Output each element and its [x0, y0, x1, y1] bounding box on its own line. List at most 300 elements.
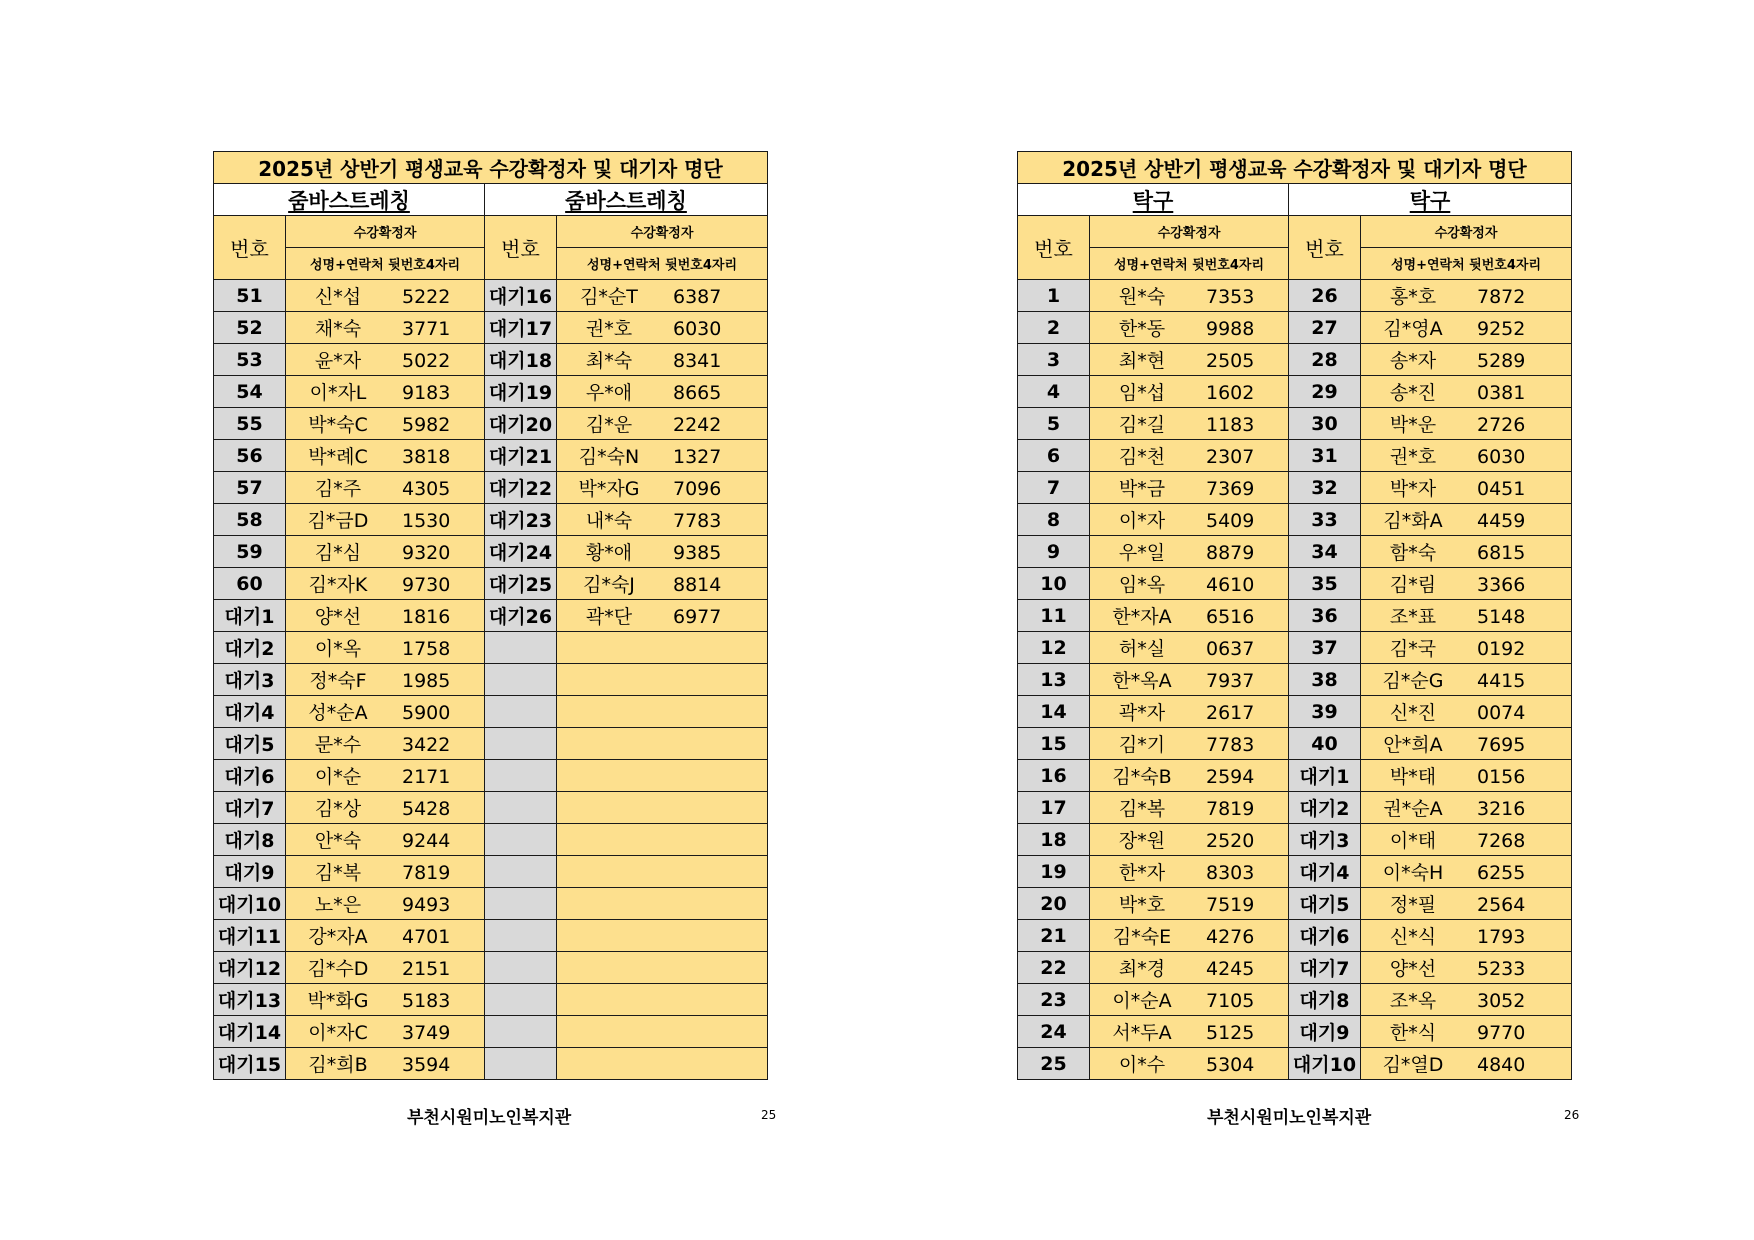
- empty-info-cell: [557, 1048, 768, 1080]
- table-row: [214, 728, 768, 760]
- phone-last4: 4459: [1477, 510, 1526, 532]
- entry-number: 37: [1289, 632, 1361, 664]
- phone-last4: 7105: [1206, 990, 1255, 1012]
- member-name: 한*자: [1118, 862, 1166, 884]
- member-name: 김*숙N: [578, 446, 640, 468]
- phone-last4: 5233: [1477, 958, 1526, 980]
- entry-number: 28: [1289, 344, 1361, 376]
- phone-last4: 8665: [673, 382, 722, 404]
- entry-number: 대기20: [485, 408, 557, 440]
- phone-last4: 5125: [1206, 1022, 1255, 1044]
- phone-last4: 5222: [402, 286, 451, 308]
- phone-last4: 2505: [1206, 350, 1255, 372]
- phone-last4: 7783: [673, 510, 722, 532]
- info-column-header: 성명+연락처 뒷번호4자리: [1090, 248, 1289, 280]
- entry-info: [1361, 408, 1572, 440]
- member-name: 김*순G: [1382, 670, 1444, 692]
- phone-last4: 8814: [673, 574, 722, 596]
- entry-info: [1090, 728, 1289, 760]
- entry-number: 36: [1289, 600, 1361, 632]
- entry-number: 34: [1289, 536, 1361, 568]
- table-row: [214, 952, 768, 984]
- table-row: [1018, 440, 1572, 472]
- phone-last4: 6387: [673, 286, 722, 308]
- table-row: [1018, 600, 1572, 632]
- entry-info: [1090, 952, 1289, 984]
- entry-number: 40: [1289, 728, 1361, 760]
- phone-last4: 1327: [673, 446, 722, 468]
- entry-info: [1090, 344, 1289, 376]
- phone-last4: 9730: [402, 574, 451, 596]
- entry-number: 대기5: [1289, 888, 1361, 920]
- entry-number: 대기16: [485, 280, 557, 312]
- phone-last4: 6030: [673, 318, 722, 340]
- phone-last4: 4840: [1477, 1054, 1526, 1076]
- enrolled-column-header: 수강확정자: [286, 216, 485, 248]
- entry-info: [557, 312, 768, 344]
- entry-number: 대기11: [214, 920, 286, 952]
- phone-last4: 3052: [1477, 990, 1526, 1012]
- table-row: [214, 440, 768, 472]
- entry-number: 1: [1018, 280, 1090, 312]
- entry-number: 대기18: [485, 344, 557, 376]
- entry-info: [286, 632, 485, 664]
- member-name: 김*숙B: [1112, 766, 1172, 788]
- table-row: [214, 824, 768, 856]
- entry-number: 대기25: [485, 568, 557, 600]
- entry-info: [286, 664, 485, 696]
- phone-last4: 9252: [1477, 318, 1526, 340]
- table-row: [214, 1048, 768, 1080]
- entry-info: [1090, 920, 1289, 952]
- entry-info: [1090, 984, 1289, 1016]
- member-name: 양*선: [314, 606, 362, 628]
- phone-last4: 7695: [1477, 734, 1526, 756]
- course-name-right: 줌바스트레칭: [565, 188, 687, 213]
- member-name: 신*식: [1389, 926, 1437, 948]
- phone-last4: 9385: [673, 542, 722, 564]
- entry-info: [1361, 632, 1572, 664]
- entry-info: [1090, 664, 1289, 696]
- entry-number: 33: [1289, 504, 1361, 536]
- entry-number: 대기17: [485, 312, 557, 344]
- member-name: 우*일: [1118, 542, 1166, 564]
- member-name: 이*태: [1389, 830, 1437, 852]
- entry-number: 대기7: [214, 792, 286, 824]
- entry-number: 대기2: [1289, 792, 1361, 824]
- entry-number: 대기13: [214, 984, 286, 1016]
- table-row: [1018, 792, 1572, 824]
- entry-info: [286, 408, 485, 440]
- phone-last4: 8303: [1206, 862, 1255, 884]
- member-name: 김*희B: [308, 1054, 368, 1076]
- empty-number-cell: [485, 952, 557, 984]
- empty-number-cell: [485, 696, 557, 728]
- member-name: 박*숙C: [308, 414, 368, 436]
- entry-info: [1090, 1048, 1289, 1080]
- phone-last4: 4276: [1206, 926, 1255, 948]
- empty-number-cell: [485, 1016, 557, 1048]
- entry-number: 10: [1018, 568, 1090, 600]
- table-row: [1018, 408, 1572, 440]
- member-name: 박*자G: [578, 478, 640, 500]
- entry-info: [1361, 760, 1572, 792]
- entry-info: [1090, 440, 1289, 472]
- page-26: [877, 0, 1754, 1240]
- entry-info: [1361, 1016, 1572, 1048]
- entry-info: [557, 536, 768, 568]
- entry-number: 35: [1289, 568, 1361, 600]
- phone-last4: 9493: [402, 894, 451, 916]
- table-row: [214, 376, 768, 408]
- empty-info-cell: [557, 856, 768, 888]
- member-name: 이*옥: [314, 638, 362, 660]
- member-name: 문*수: [314, 734, 362, 756]
- table-row: [1018, 824, 1572, 856]
- phone-last4: 7096: [673, 478, 722, 500]
- entry-number: 대기3: [214, 664, 286, 696]
- member-name: 권*호: [1389, 446, 1437, 468]
- entry-info: [1361, 280, 1572, 312]
- member-name: 채*숙: [314, 318, 362, 340]
- phone-last4: 9770: [1477, 1022, 1526, 1044]
- entry-number: 53: [214, 344, 286, 376]
- number-column-header: 번호: [485, 216, 557, 280]
- phone-last4: 2520: [1206, 830, 1255, 852]
- phone-last4: 5409: [1206, 510, 1255, 532]
- member-name: 김*자K: [308, 574, 368, 596]
- phone-last4: 3818: [402, 446, 451, 468]
- entry-number: 대기19: [485, 376, 557, 408]
- entry-info: [1090, 1016, 1289, 1048]
- info-column-header: 성명+연락처 뒷번호4자리: [1361, 248, 1572, 280]
- phone-last4: 5022: [402, 350, 451, 372]
- table-row: [214, 920, 768, 952]
- entry-number: 17: [1018, 792, 1090, 824]
- entry-number: 20: [1018, 888, 1090, 920]
- empty-info-cell: [557, 824, 768, 856]
- entry-info: [1361, 376, 1572, 408]
- enrolled-column-header: 수강확정자: [1090, 216, 1289, 248]
- entry-number: 51: [214, 280, 286, 312]
- member-name: 김*기: [1118, 734, 1166, 756]
- phone-last4: 6977: [673, 606, 722, 628]
- member-name: 정*숙F: [309, 670, 367, 692]
- entry-info: [557, 472, 768, 504]
- table-row: [214, 760, 768, 792]
- entry-number: 60: [214, 568, 286, 600]
- member-name: 노*은: [314, 894, 362, 916]
- entry-info: [557, 408, 768, 440]
- enrolled-column-header: 수강확정자: [1361, 216, 1572, 248]
- entry-number: 22: [1018, 952, 1090, 984]
- member-name: 안*숙: [314, 830, 362, 852]
- entry-info: [1361, 536, 1572, 568]
- entry-info: [557, 376, 768, 408]
- table-row: [1018, 344, 1572, 376]
- entry-info: [1361, 824, 1572, 856]
- phone-last4: 3749: [402, 1022, 451, 1044]
- table-row: [1018, 1048, 1572, 1080]
- table-row: [1018, 280, 1572, 312]
- member-name: 우*애: [585, 382, 633, 404]
- phone-last4: 2617: [1206, 702, 1255, 724]
- empty-info-cell: [557, 1016, 768, 1048]
- table-row: [214, 536, 768, 568]
- entry-number: 30: [1289, 408, 1361, 440]
- entry-info: [1361, 472, 1572, 504]
- member-name: 한*동: [1118, 318, 1166, 340]
- member-name: 조*표: [1389, 606, 1437, 628]
- entry-info: [1090, 408, 1289, 440]
- member-name: 신*섭: [314, 286, 362, 308]
- member-name: 박*호: [1118, 894, 1166, 916]
- phone-last4: 3771: [402, 318, 451, 340]
- phone-last4: 5304: [1206, 1054, 1255, 1076]
- entry-info: [1090, 888, 1289, 920]
- member-name: 박*운: [1389, 414, 1437, 436]
- info-column-header: 성명+연락처 뒷번호4자리: [286, 248, 485, 280]
- entry-number: 27: [1289, 312, 1361, 344]
- member-name: 조*옥: [1389, 990, 1437, 1012]
- entry-info: [286, 920, 485, 952]
- entry-info: [1090, 504, 1289, 536]
- entry-info: [1361, 856, 1572, 888]
- member-name: 김*금D: [307, 510, 369, 532]
- entry-number: 대기6: [214, 760, 286, 792]
- member-name: 송*자: [1389, 350, 1437, 372]
- entry-info: [1090, 312, 1289, 344]
- entry-info: [286, 600, 485, 632]
- entry-info: [557, 600, 768, 632]
- entry-info: [1361, 984, 1572, 1016]
- member-name: 이*숙H: [1382, 862, 1444, 884]
- entry-info: [1361, 952, 1572, 984]
- entry-number: 대기12: [214, 952, 286, 984]
- table-row: [1018, 728, 1572, 760]
- member-name: 송*진: [1389, 382, 1437, 404]
- member-name: 장*원: [1118, 830, 1166, 852]
- roster-title: 2025년 상반기 평생교육 수강확정자 및 대기자 명단: [1018, 152, 1572, 184]
- entry-info: [286, 568, 485, 600]
- entry-info: [1361, 792, 1572, 824]
- entry-number: 대기24: [485, 536, 557, 568]
- table-row: [1018, 536, 1572, 568]
- table-row: [1018, 1016, 1572, 1048]
- entry-number: 4: [1018, 376, 1090, 408]
- member-name: 이*자: [1118, 510, 1166, 532]
- entry-info: [1090, 536, 1289, 568]
- phone-last4: 4610: [1206, 574, 1255, 596]
- phone-last4: 5289: [1477, 350, 1526, 372]
- entry-number: 31: [1289, 440, 1361, 472]
- member-name: 김*심: [314, 542, 362, 564]
- table-row: [1018, 664, 1572, 696]
- entry-number: 8: [1018, 504, 1090, 536]
- member-name: 김*숙E: [1112, 926, 1172, 948]
- entry-info: [1361, 728, 1572, 760]
- entry-info: [286, 728, 485, 760]
- entry-info: [286, 1016, 485, 1048]
- member-name: 강*자A: [308, 926, 368, 948]
- entry-info: [1090, 280, 1289, 312]
- table-row: [1018, 920, 1572, 952]
- table-row: [214, 312, 768, 344]
- table-row: [1018, 312, 1572, 344]
- entry-number: 52: [214, 312, 286, 344]
- entry-info: [1361, 568, 1572, 600]
- member-name: 김*상: [314, 798, 362, 820]
- table-row: [214, 664, 768, 696]
- entry-info: [1090, 632, 1289, 664]
- entry-number: 13: [1018, 664, 1090, 696]
- member-name: 김*복: [1118, 798, 1166, 820]
- entry-info: [286, 824, 485, 856]
- member-name: 권*순A: [1383, 798, 1443, 820]
- entry-number: 11: [1018, 600, 1090, 632]
- empty-number-cell: [485, 856, 557, 888]
- empty-number-cell: [485, 1048, 557, 1080]
- entry-info: [1090, 600, 1289, 632]
- entry-number: 대기23: [485, 504, 557, 536]
- entry-info: [1361, 920, 1572, 952]
- entry-number: 대기10: [1289, 1048, 1361, 1080]
- entry-number: 14: [1018, 696, 1090, 728]
- table-row: [214, 472, 768, 504]
- empty-info-cell: [557, 888, 768, 920]
- member-name: 한*옥A: [1112, 670, 1172, 692]
- empty-info-cell: [557, 664, 768, 696]
- member-name: 김*열D: [1382, 1054, 1444, 1076]
- footer-organization: 부천시원미노인복지관: [407, 1108, 572, 1128]
- table-row: [1018, 472, 1572, 504]
- entry-info: [557, 568, 768, 600]
- empty-number-cell: [485, 824, 557, 856]
- member-name: 곽*단: [585, 606, 633, 628]
- empty-info-cell: [557, 792, 768, 824]
- empty-number-cell: [485, 664, 557, 696]
- entry-info: [286, 760, 485, 792]
- phone-last4: 2564: [1477, 894, 1526, 916]
- entry-number: 대기6: [1289, 920, 1361, 952]
- entry-number: 대기4: [1289, 856, 1361, 888]
- phone-last4: 9244: [402, 830, 451, 852]
- entry-info: [286, 984, 485, 1016]
- empty-number-cell: [485, 632, 557, 664]
- table-row: [1018, 984, 1572, 1016]
- member-name: 신*진: [1389, 702, 1437, 724]
- member-name: 안*희A: [1383, 734, 1443, 756]
- table-row: [214, 792, 768, 824]
- empty-number-cell: [485, 792, 557, 824]
- phone-last4: 1183: [1206, 414, 1255, 436]
- entry-number: 19: [1018, 856, 1090, 888]
- empty-info-cell: [557, 984, 768, 1016]
- entry-number: 대기9: [1289, 1016, 1361, 1048]
- table-row: [1018, 888, 1572, 920]
- member-name: 윤*자: [314, 350, 362, 372]
- entry-number: 57: [214, 472, 286, 504]
- entry-number: 9: [1018, 536, 1090, 568]
- phone-last4: 1758: [402, 638, 451, 660]
- phone-last4: 8879: [1206, 542, 1255, 564]
- entry-info: [1090, 568, 1289, 600]
- phone-last4: 0451: [1477, 478, 1526, 500]
- member-name: 김*복: [314, 862, 362, 884]
- member-name: 김*숙J: [583, 574, 635, 596]
- table-row: [1018, 696, 1572, 728]
- entry-number: 대기15: [214, 1048, 286, 1080]
- roster-body: [1018, 280, 1572, 1080]
- entry-number: 29: [1289, 376, 1361, 408]
- entry-info: [286, 344, 485, 376]
- entry-info: [286, 792, 485, 824]
- phone-last4: 9320: [402, 542, 451, 564]
- member-name: 서*두A: [1112, 1022, 1172, 1044]
- entry-info: [286, 536, 485, 568]
- table-row: [214, 888, 768, 920]
- phone-last4: 5982: [402, 414, 451, 436]
- entry-info: [1361, 1048, 1572, 1080]
- phone-last4: 1602: [1206, 382, 1255, 404]
- table-row: [214, 504, 768, 536]
- empty-info-cell: [557, 760, 768, 792]
- entry-info: [1090, 376, 1289, 408]
- member-name: 권*호: [585, 318, 633, 340]
- phone-last4: 7819: [1206, 798, 1255, 820]
- page-number: 25: [761, 1108, 777, 1122]
- entry-number: 대기21: [485, 440, 557, 472]
- phone-last4: 0074: [1477, 702, 1526, 724]
- info-column-header: 성명+연락처 뒷번호4자리: [557, 248, 768, 280]
- phone-last4: 1985: [402, 670, 451, 692]
- entry-number: 23: [1018, 984, 1090, 1016]
- phone-last4: 6815: [1477, 542, 1526, 564]
- entry-number: 24: [1018, 1016, 1090, 1048]
- empty-info-cell: [557, 696, 768, 728]
- phone-last4: 2726: [1477, 414, 1526, 436]
- empty-info-cell: [557, 632, 768, 664]
- entry-info: [1361, 312, 1572, 344]
- entry-number: 대기9: [214, 856, 286, 888]
- phone-last4: 1816: [402, 606, 451, 628]
- entry-number: 대기8: [1289, 984, 1361, 1016]
- table-row: [214, 408, 768, 440]
- member-name: 내*숙: [585, 510, 633, 532]
- member-name: 정*필: [1389, 894, 1437, 916]
- phone-last4: 9183: [402, 382, 451, 404]
- member-name: 김*수D: [307, 958, 369, 980]
- table-row: [214, 856, 768, 888]
- entry-number: 3: [1018, 344, 1090, 376]
- phone-last4: 2151: [402, 958, 451, 980]
- empty-number-cell: [485, 984, 557, 1016]
- member-name: 박*태: [1389, 766, 1437, 788]
- course-name-left: 탁구: [1132, 188, 1174, 213]
- entry-number: 대기26: [485, 600, 557, 632]
- member-name: 김*화A: [1383, 510, 1443, 532]
- entry-number: 대기3: [1289, 824, 1361, 856]
- entry-number: 대기2: [214, 632, 286, 664]
- course-name-left: 줌바스트레칭: [288, 188, 410, 213]
- entry-number: 대기14: [214, 1016, 286, 1048]
- entry-number: 6: [1018, 440, 1090, 472]
- member-name: 곽*자: [1118, 702, 1166, 724]
- member-name: 이*자L: [309, 382, 367, 404]
- entry-number: 38: [1289, 664, 1361, 696]
- entry-number: 55: [214, 408, 286, 440]
- entry-info: [1090, 696, 1289, 728]
